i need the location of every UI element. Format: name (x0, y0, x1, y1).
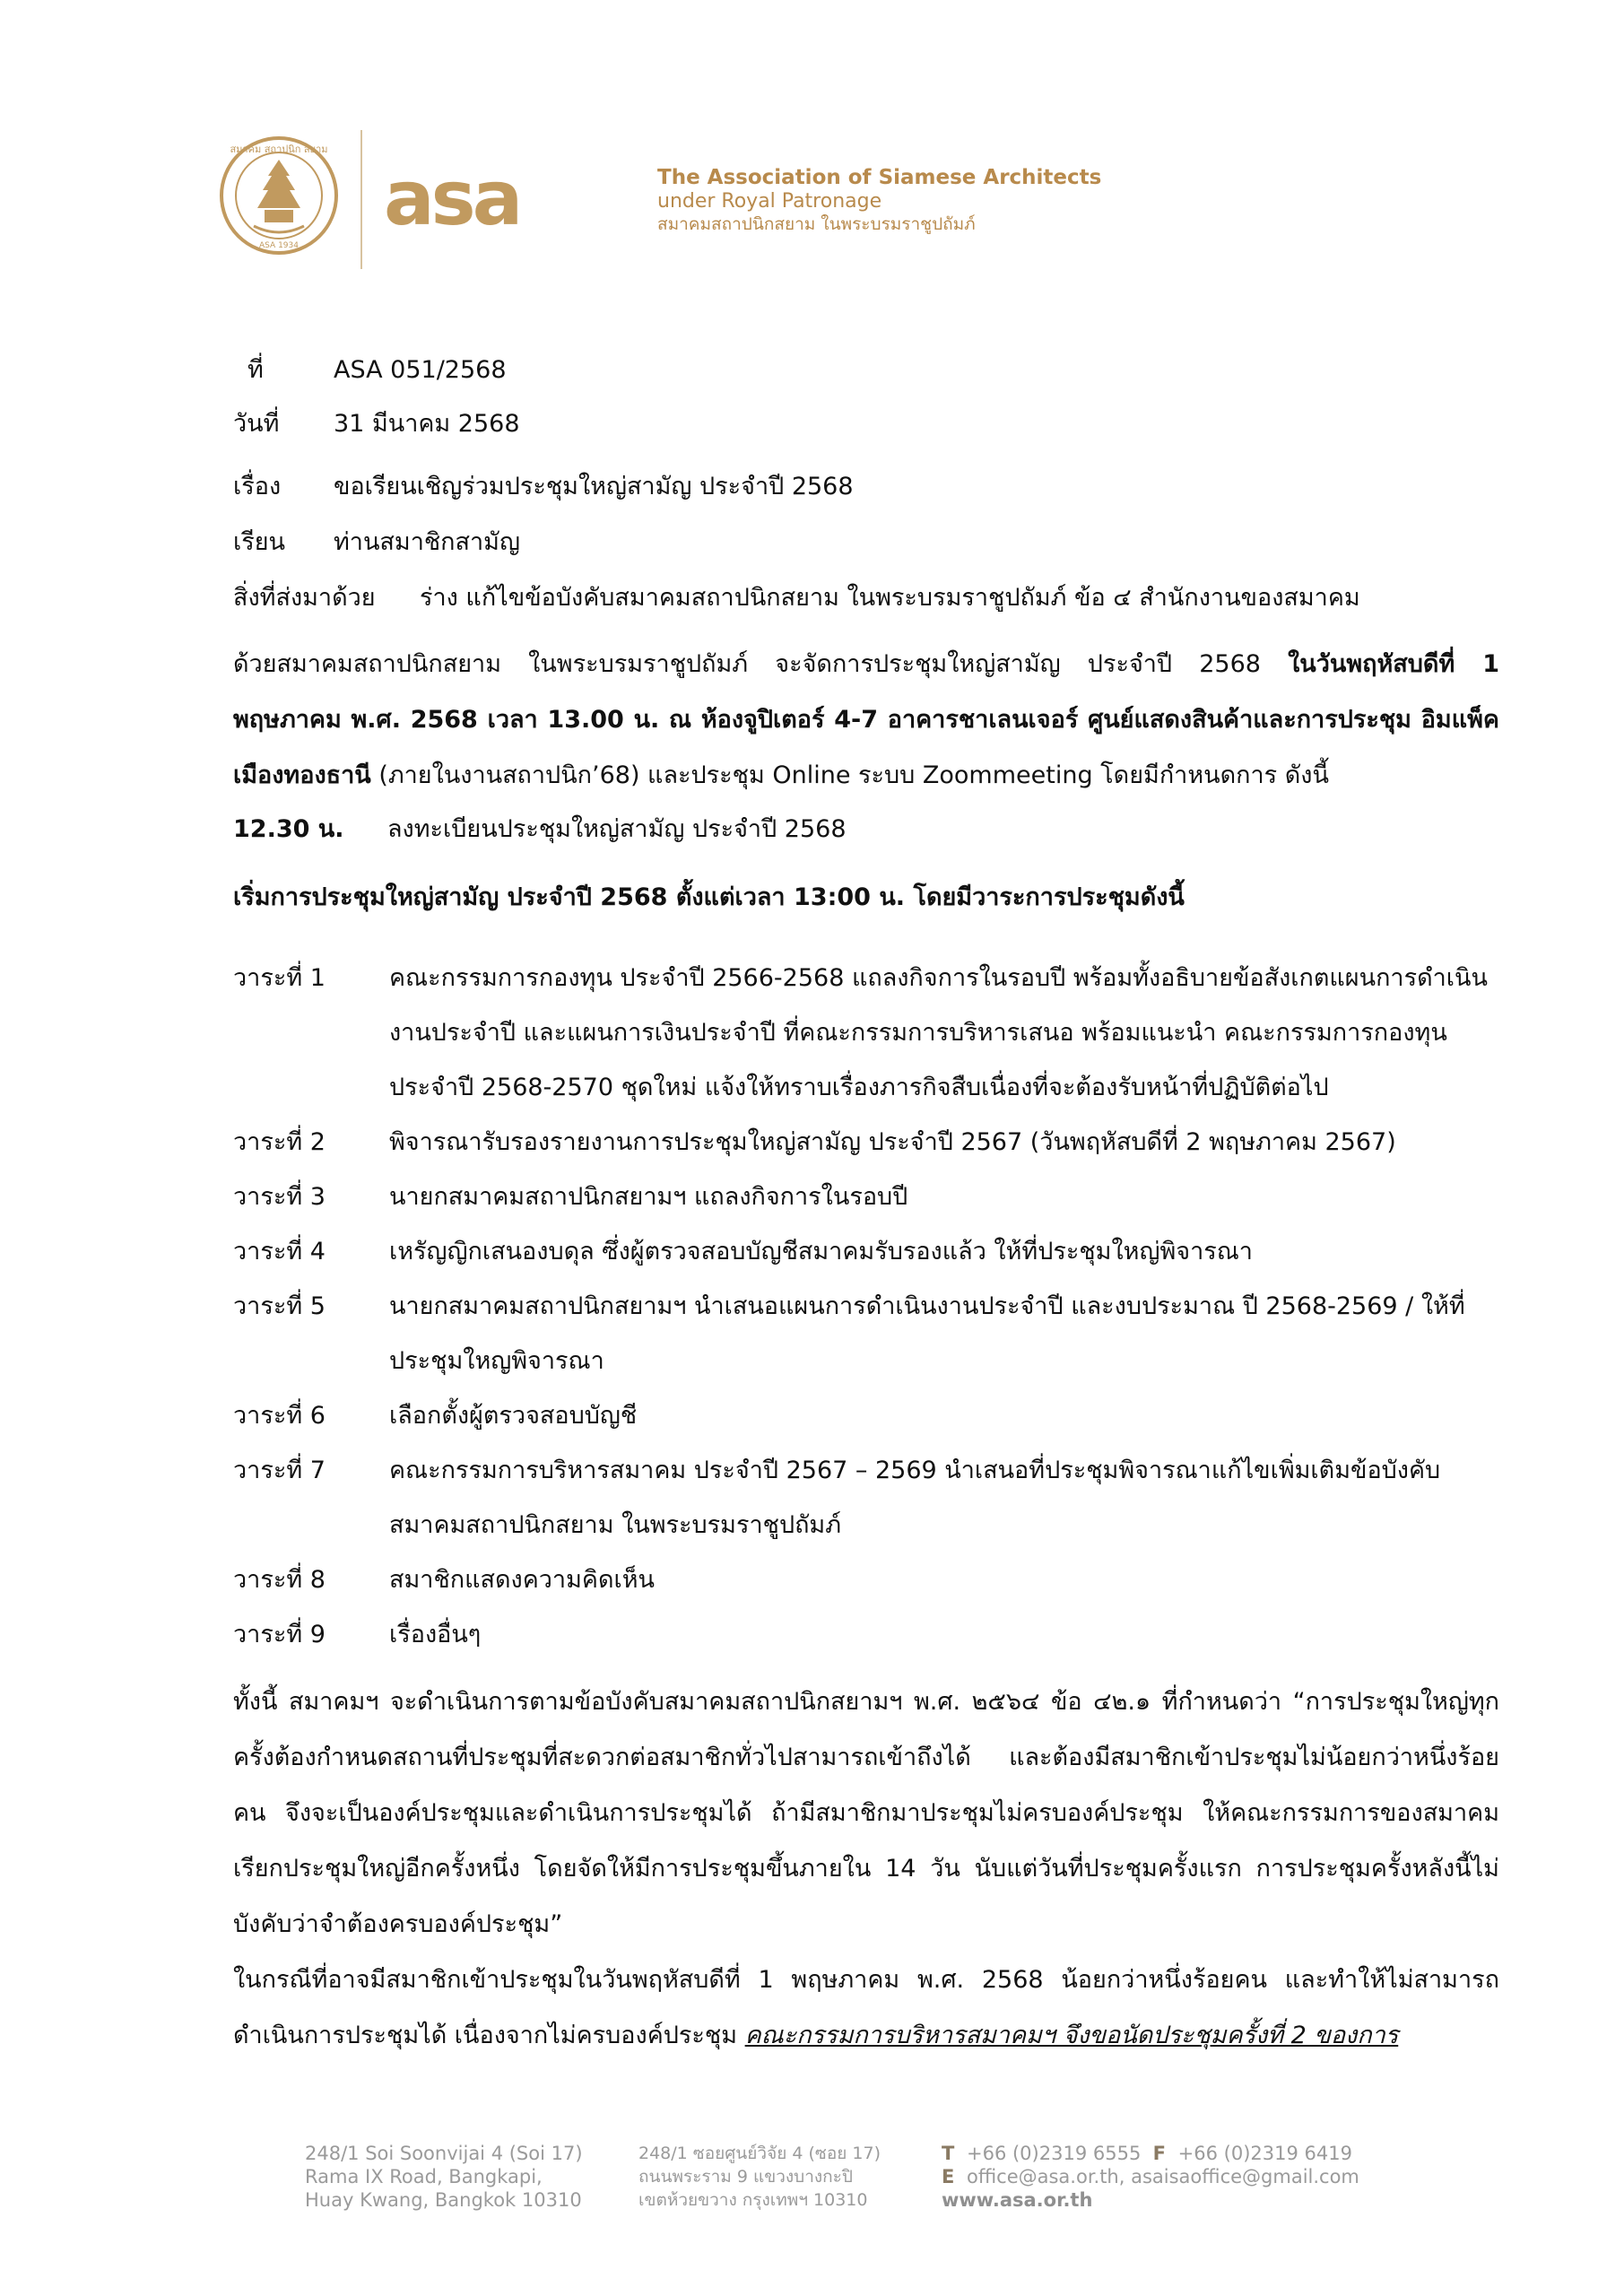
phone-number: +66 (0)2319 6555 (967, 2143, 1142, 2164)
agenda-list (233, 951, 1499, 1662)
reference-value: ASA 051/2568 (334, 356, 507, 384)
reference-label: ที่ (248, 356, 264, 384)
footer-address-th-line-1: 248/1 ซอยศูนย์วิจัย 4 (ซอย 17) (638, 2144, 881, 2163)
org-name-en-2: under Royal Patronage (657, 190, 882, 213)
footer-address-th-line-2: ถนนพระราม 9 แขวงบางกะปิ (638, 2167, 853, 2187)
agenda-number: วาระที่ 7 (233, 1457, 326, 1484)
recipient-row (233, 522, 1499, 578)
agenda-number: วาระที่ 5 (233, 1292, 326, 1320)
footer-contact (942, 2142, 1359, 2212)
seal-text-bottom: ASA 1934 (259, 241, 299, 250)
footer-phone-fax (942, 2142, 1359, 2165)
subject-value: ขอเรียนเชิญร่วมประชุมใหญ่สามัญ ประจำปี 2568 (334, 473, 854, 500)
recipient-label: เรียน (233, 528, 286, 556)
agenda-item (233, 1388, 1499, 1443)
agenda-number: วาระที่ 2 (233, 1128, 326, 1156)
agenda-item (233, 1224, 1499, 1279)
date-value: 31 มีนาคม 2568 (334, 410, 520, 438)
registration-time: 12.30 น. (233, 815, 344, 843)
agenda-text: พิจารณารับรองรายงานการประชุมใหญ่สามัญ ประจำปี 2567 (วันพฤหัสบดีที่ 2 พฤษภาคม 2567) (389, 1128, 1396, 1156)
letter-body (233, 350, 1499, 2064)
agenda-item (233, 951, 1499, 1115)
subject-label: เรื่อง (233, 473, 282, 500)
asa-wordmark-text: asa (384, 170, 520, 233)
agenda-number: วาระที่ 8 (233, 1566, 326, 1594)
agenda-item (233, 1607, 1499, 1662)
fax-number: +66 (0)2319 6419 (1177, 2143, 1352, 2164)
registration-row (233, 809, 1499, 865)
agenda-number: วาระที่ 1 (233, 964, 326, 992)
website-link[interactable]: www.asa.or.th (942, 2189, 1093, 2211)
fallback-paragraph (233, 1952, 1499, 2064)
fax-key: F (1152, 2143, 1167, 2164)
fallback-underlined-text: คณะกรรมการบริหารสมาคมฯ จึงขอนัดประชุมครั้งที่ 2 ของการ (744, 2022, 1399, 2049)
agenda-number: วาระที่ 3 (233, 1183, 326, 1211)
email-address[interactable]: office@asa.or.th, asaisaoffice@gmail.com (967, 2166, 1359, 2187)
fallback-text: ในกรณีที่อาจมีสมาชิกเข้าประชุมในวันพฤหัสบดีที่ 1 พฤษภาคม พ.ศ. 2568 น้อยกว่าหนึ่งร้อยคน และทำให้ไม่สามารถดำเนินการประชุมได้ เนื่องจากไม่ครบองค์ประชุม (233, 1966, 1499, 2049)
header-divider (360, 130, 362, 269)
registration-text: ลงทะเบียนประชุมใหญ่สามัญ ประจำปี 2568 (387, 815, 847, 843)
agenda-text: คณะกรรมการกองทุน ประจำปี 2566-2568 แถลงกิจการในรอบปี พร้อมทั้งอธิบายข้อสังเกตแผนการดำเนินงานประจำปี และแผนการเงินประจำปี ที่คณะกรรมการบริหารเสนอ พร้อมแนะนำ คณะกรรมการกองทุนประจำปี 2568-2570 ชุดใหม่ แจ้งให้ทราบเรื่องภารกิจสืบเนื่องที่จะต้องรับหน้าที่ปฏิบัติต่อไป (389, 964, 1488, 1101)
agenda-text: เหรัญญิกเสนองบดุล ซึ่งผู้ตรวจสอบบัญชีสมาคมรับรองแล้ว ให้ที่ประชุมใหญ่พิจารณา (389, 1238, 1253, 1265)
agenda-text: เรื่องอื่นๆ (389, 1621, 482, 1648)
agenda-item (233, 1279, 1499, 1388)
intro-text-2: (ภายในงานสถาปนิก’68) และประชุม Online ระบบ Zoommeeting โดยมีกำหนดการ ดังนี้ (370, 761, 1329, 789)
subject-row (233, 466, 1499, 522)
footer-address-en-line-3: Huay Kwang, Bangkok 10310 (305, 2189, 582, 2211)
agenda-text: เลือกตั้งผู้ตรวจสอบบัญชี (389, 1402, 638, 1430)
footer-address-en (305, 2142, 583, 2212)
agenda-item (233, 1170, 1499, 1224)
date-label: วันที่ (233, 410, 280, 438)
agenda-text: สมาชิกแสดงความคิดเห็น (389, 1566, 655, 1594)
agenda-text: คณะกรรมการบริหารสมาคม ประจำปี 2567 – 2569 นำเสนอที่ประชุมพิจารณาแก้ไขเพิ่มเติมข้อบังคับสมาคมสถาปนิกสยาม ในพระบรมราชูปถัมภ์ (389, 1457, 1441, 1539)
recipient-value: ท่านสมาชิกสามัญ (334, 528, 520, 556)
organization-name (657, 165, 1101, 235)
meeting-start-heading: เริ่มการประชุมใหญ่สามัญ ประจำปี 2568 ตั้งแต่เวลา 13:00 น. โดยมีวาระการประชุมดังนี้ (233, 883, 1185, 911)
agenda-text: นายกสมาคมสถาปนิกสยามฯ นำเสนอแผนการดำเนินงานประจำปี และงบประมาณ ปี 2568-2569 / ให้ที่ประชุมใหญพิจารณา (389, 1292, 1465, 1375)
quorum-paragraph: ทั้งนี้ สมาคมฯ จะดำเนินการตามข้อบังคับสมาคมสถาปนิกสยามฯ พ.ศ. ๒๕๖๔ ข้อ ๔๒.๑ ที่กำหนดว่า “การประชุมใหญ่ทุกครั้งต้องกำหนดสถานที่ประชุมที่สะดวกต่อสมาชิกทั่วไปสามารถเข้าถึงได้ และต้องมีสมาชิกเข้าประชุมไม่น้อยกว่าหนึ่งร้อยคน จึงจะเป็นองค์ประชุมและดำเนินการประชุมได้ ถ้ามีสมาชิกมาประชุมไม่ครบองค์ประชุม ให้คณะกรรมการของสมาคมเรียกประชุมใหญ่อีกครั้งหนึ่ง โดยจัดให้มีการประชุมขึ้นภายใน 14 วัน นับแต่วันที่ประชุมครั้งแรก การประชุมครั้งหลังนี้ไม่บังคับว่าจำต้องครบองค์ประชุม” (233, 1688, 1499, 1938)
phone-key: T (942, 2143, 955, 2164)
email-key: E (942, 2166, 955, 2187)
intro-paragraph (233, 637, 1499, 804)
footer-address-en-line-1: 248/1 Soi Soonvijai 4 (Soi 17) (305, 2143, 583, 2164)
intro-meeting-details: ในวันพฤหัสบดีที่ 1 พฤษภาคม พ.ศ. 2568 เวลา 13.00 น. ณ ห้องจูปิเตอร์ 4-7 อาคารชาเลนเจอร์ ศูนย์แสดงสินค้าและการประชุม อิมแพ็ค เมืองทองธานี (233, 650, 1500, 789)
agenda-item (233, 1115, 1499, 1170)
agenda-text: นายกสมาคมสถาปนิกสยามฯ แถลงกิจการในรอบปี (389, 1183, 908, 1211)
asa-seal-logo (218, 133, 340, 269)
enclosure-label: สิ่งที่ส่งมาด้วย (233, 584, 376, 612)
footer-email-line (942, 2165, 1359, 2188)
footer-address-th-line-3: เขตห้วยขวาง กรุงเทพฯ 10310 (638, 2190, 868, 2210)
agenda-number: วาระที่ 6 (233, 1402, 326, 1430)
seal-text-top: สมาคม สถาปนิก สยาม (230, 144, 328, 155)
agenda-item (233, 1552, 1499, 1607)
agenda-number: วาระที่ 4 (233, 1238, 326, 1265)
asa-wordmark-logo (384, 170, 574, 233)
footer-address-en-line-2: Rama IX Road, Bangkapi, (305, 2166, 543, 2187)
date-row (233, 404, 1499, 457)
reference-row (233, 350, 1499, 404)
footer-address-th (638, 2142, 881, 2212)
enclosure-value: ร่าง แก้ไขข้อบังคับสมาคมสถาปนิกสยาม ในพระบรมราชูปถัมภ์ ข้อ ๔ สำนักงานของสมาคม (420, 584, 1360, 612)
intro-text-1: ด้วยสมาคมสถาปนิกสยาม ในพระบรมราชูปถัมภ์ จะจัดการประชุมใหญ่สามัญ ประจำปี 2568 (233, 650, 1289, 678)
org-name-th: สมาคมสถาปนิกสยาม ในพระบรมราชูปถัมภ์ (657, 214, 976, 234)
enclosure-row (233, 578, 1499, 633)
org-name-en-1: The Association of Siamese Architects (657, 166, 1102, 189)
agenda-number: วาระที่ 9 (233, 1621, 326, 1648)
agenda-item (233, 1443, 1499, 1552)
